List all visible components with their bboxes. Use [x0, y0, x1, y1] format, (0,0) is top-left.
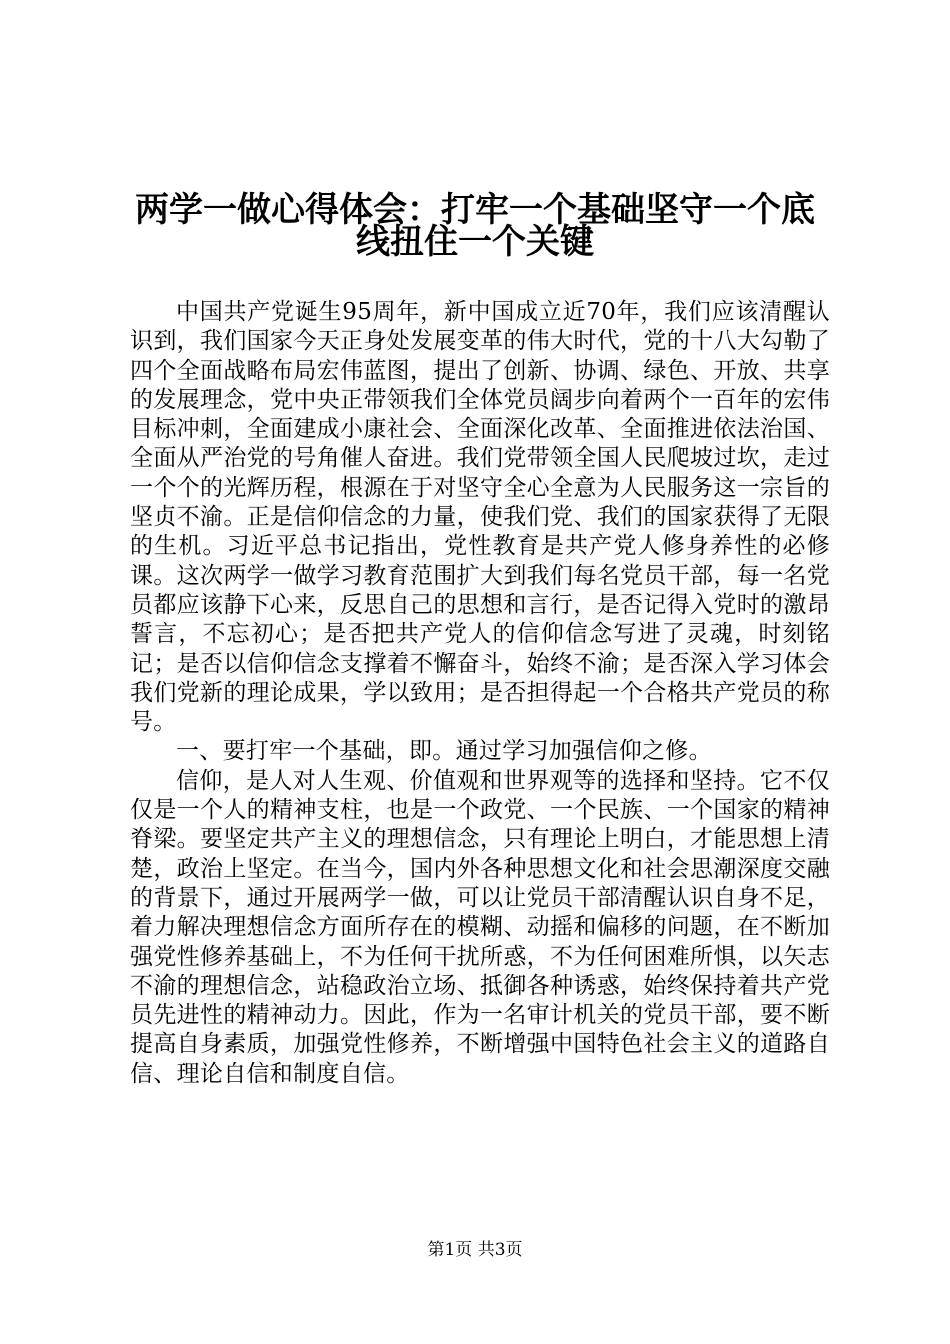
- document-title-line-1: 两学一做心得体会：打牢一个基础坚守一个底: [135, 190, 815, 230]
- paragraph-faith: 信仰，是人对人生观、价值观和世界观等的选择和坚持。它不仅仅是一个人的精神支柱，也是一个政党、一个民族、一个国家的精神脊梁。要坚定共产主义的理想信念，只有理论上明白，才能思想上清楚，政治上坚定。在当今，国内外各种思想文化和社会思潮深度交融的背景下，通过开展两学一做，可以让党员干部清醒认识自身不足，着力解决理想信念方面所存在的模糊、动摇和偏移的问题，在不断加强党性修养基础上，不为任何干扰所惑，不为任何困难所惧，以矢志不渝的理想信念，站稳政治立场、抵御各种诱惑，始终保持着共产党员先进性的精神动力。因此，作为一名审计机关的党员干部，要不断提高自身素质，加强党性修养，不断增强中国特色社会主义的道路自信、理论自信和制度自信。: [130, 767, 830, 1087]
- document-title-line-2: 线扭住一个关键: [356, 222, 594, 262]
- page-number-footer: 第1页 共3页: [427, 1240, 523, 1260]
- paragraph-intro: 中国共产党诞生95周年，新中国成立近70年，我们应该清醒认识到，我们国家今天正身处发展变革的伟大时代，党的十八大勾勒了四个全面战略布局宏伟蓝图，提出了创新、协调、绿色、开放、共享的发展理念，党中央正带领我们全体党员阔步向着两个一百年的宏伟目标冲刺，全面建成小康社会、全面深化改革、全面推进依法治国、全面从严治党的号角催人奋进。我们党带领全国人民爬坡过坎，走过一个个的光辉历程，根源在于对坚守全心全意为人民服务这一宗旨的坚贞不渝。正是信仰信念的力量，使我们党、我们的国家获得了无限的生机。习近平总书记指出，党性教育是共产党人修身养性的必修课。这次两学一做学习教育范围扩大到我们每名党员干部，每一名党员都应该静下心来，反思自己的思想和言行，是否记得入党时的激昂誓言，不忘初心；是否把共产党人的信仰信念写进了灵魂，时刻铭记；是否以信仰信念支撑着不懈奋斗，始终不渝；是否深入学习体会我们党新的理论成果，学以致用；是否担得起一个合格共产党员的称号。: [130, 299, 830, 736]
- document-body: [130, 298, 830, 1089]
- paragraph-section-heading: 一、要打牢一个基础，即。通过学习加强信仰之修。: [176, 738, 712, 765]
